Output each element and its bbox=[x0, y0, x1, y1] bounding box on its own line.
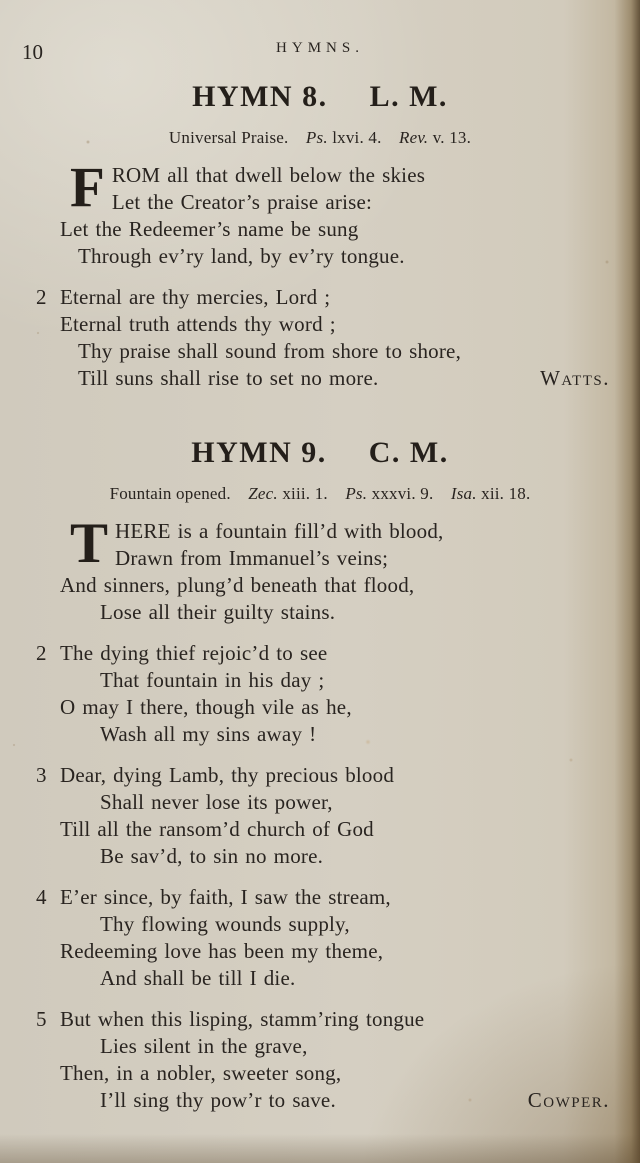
hymn-verse bbox=[36, 640, 610, 748]
hymn-verse bbox=[36, 884, 610, 992]
verse-line-text: Wash all my sins away ! bbox=[100, 722, 317, 746]
verse-line-text: Eternal are thy mercies, Lord ; bbox=[60, 285, 331, 309]
verse-line-text: Thy praise shall sound from shore to shore, bbox=[78, 339, 462, 363]
verse-line-text: Dear, dying Lamb, thy precious blood bbox=[60, 763, 395, 787]
author-attribution: Watts. bbox=[540, 366, 610, 390]
verse-number: 2 bbox=[36, 641, 47, 665]
verse-line bbox=[100, 843, 610, 870]
verse-line-text: Till all the ransom’d church of God bbox=[60, 817, 374, 841]
verse-line-text: Through ev’ry land, by ev’ry tongue. bbox=[78, 244, 405, 268]
running-header: HYMNS. bbox=[276, 40, 364, 56]
verse-line bbox=[100, 911, 610, 938]
verse-line bbox=[60, 1060, 610, 1087]
subtitle-segment: Universal Praise. bbox=[168, 128, 289, 147]
drop-cap-letter: T bbox=[70, 512, 109, 575]
verse-line-text: And sinners, plung’d beneath that flood, bbox=[60, 573, 415, 597]
hymn-subtitle bbox=[0, 484, 640, 504]
subtitle-segment: Fountain opened. bbox=[109, 484, 231, 503]
verse-line-text: Let the Redeemer’s name be sung bbox=[60, 217, 359, 241]
verse-number: 5 bbox=[36, 1007, 47, 1031]
hymn-section bbox=[0, 436, 640, 1114]
verse-line bbox=[60, 1006, 610, 1033]
verse-line bbox=[60, 189, 610, 216]
hymn-title bbox=[0, 436, 640, 470]
subtitle-segment: v. 13. bbox=[432, 128, 472, 147]
hymn-number-label: HYMN 9. bbox=[191, 436, 327, 469]
verse-line bbox=[60, 640, 610, 667]
verse-line bbox=[60, 162, 610, 189]
verse-line bbox=[60, 816, 610, 843]
verse-line bbox=[60, 216, 610, 243]
subtitle-segment: Ps. bbox=[345, 484, 368, 503]
verse-line bbox=[78, 243, 610, 270]
verse-line bbox=[100, 789, 610, 816]
verse-line-text: Be sav’d, to sin no more. bbox=[100, 844, 324, 868]
drop-cap-letter: F bbox=[70, 156, 105, 219]
page-header bbox=[0, 0, 640, 66]
verse-line-text: Drawn from Immanuel’s veins; bbox=[115, 546, 389, 570]
verse-line bbox=[60, 762, 610, 789]
verse-line bbox=[78, 338, 610, 365]
subtitle-segment: xiii. 1. bbox=[282, 484, 328, 503]
verse-line bbox=[100, 965, 610, 992]
hymn-title bbox=[0, 80, 640, 114]
verse-line-text: Redeeming love has been my theme, bbox=[60, 939, 384, 963]
hymns-container bbox=[0, 80, 640, 1114]
verse-line-text: O may I there, though vile as he, bbox=[60, 695, 352, 719]
verse-line bbox=[60, 884, 610, 911]
verse-line-text: The dying thief rejoic’d to see bbox=[60, 641, 328, 665]
verse-line-text: I’ll sing thy pow’r to save. bbox=[100, 1088, 336, 1112]
verse-line bbox=[60, 284, 610, 311]
page-number: 10 bbox=[22, 40, 43, 64]
hymn-subtitle bbox=[0, 128, 640, 148]
hymn-verse bbox=[60, 512, 610, 626]
subtitle-segment: xxxvi. 9. bbox=[371, 484, 434, 503]
hymn-number-label: HYMN 8. bbox=[192, 80, 328, 113]
verse-line-text: That fountain in his day ; bbox=[100, 668, 325, 692]
verse-line bbox=[100, 721, 610, 748]
hymn-verse bbox=[36, 284, 610, 392]
verse-line bbox=[100, 667, 610, 694]
verse-line-text: Lose all their guilty stains. bbox=[100, 600, 336, 624]
author-attribution: Cowper. bbox=[527, 1088, 610, 1112]
verse-line bbox=[60, 545, 610, 572]
verse-line-text: But when this lisping, stamm’ring tongue bbox=[60, 1007, 425, 1031]
verse-line bbox=[100, 1033, 610, 1060]
verse-line-text: Then, in a nobler, sweeter song, bbox=[60, 1061, 342, 1085]
verse-line bbox=[78, 365, 610, 392]
subtitle-segment: Rev. bbox=[398, 128, 429, 147]
subtitle-segment: xii. 18. bbox=[481, 484, 531, 503]
verse-line-text: Eternal truth attends thy word ; bbox=[60, 312, 336, 336]
verse-number: 3 bbox=[36, 763, 47, 787]
verse-line bbox=[60, 518, 610, 545]
hymn-section bbox=[0, 80, 640, 392]
verse-number: 4 bbox=[36, 885, 47, 909]
verse-block bbox=[36, 512, 610, 1114]
verse-line bbox=[100, 599, 610, 626]
verse-line-text: ROM all that dwell below the skies bbox=[111, 163, 426, 187]
verse-line-text: HERE is a fountain fill’d with blood, bbox=[115, 519, 444, 543]
hymn-meter-label: L. M. bbox=[369, 80, 448, 113]
verse-line-text: And shall be till I die. bbox=[100, 966, 296, 990]
hymn-verse bbox=[36, 762, 610, 870]
verse-line-text: E’er since, by faith, I saw the stream, bbox=[60, 885, 391, 909]
verse-line bbox=[100, 1087, 610, 1114]
verse-line-text: Thy flowing wounds supply, bbox=[100, 912, 350, 936]
hymn-verse bbox=[36, 1006, 610, 1114]
verse-line-text: Lies silent in the grave, bbox=[100, 1034, 308, 1058]
hymn-meter-label: C. M. bbox=[368, 436, 449, 469]
subtitle-segment: Isa. bbox=[450, 484, 477, 503]
verse-line bbox=[60, 572, 610, 599]
verse-line-text: Shall never lose its power, bbox=[100, 790, 333, 814]
verse-block bbox=[36, 156, 610, 392]
subtitle-segment: lxvi. 4. bbox=[332, 128, 382, 147]
verse-line bbox=[60, 311, 610, 338]
subtitle-segment: Zec. bbox=[248, 484, 278, 503]
verse-line-text: Let the Creator’s praise arise: bbox=[111, 190, 373, 214]
subtitle-segment: Ps. bbox=[305, 128, 328, 147]
verse-number: 2 bbox=[36, 285, 47, 309]
hymn-verse bbox=[60, 156, 610, 270]
verse-line-text: Till suns shall rise to set no more. bbox=[78, 366, 379, 390]
verse-line bbox=[60, 694, 610, 721]
verse-line bbox=[60, 938, 610, 965]
